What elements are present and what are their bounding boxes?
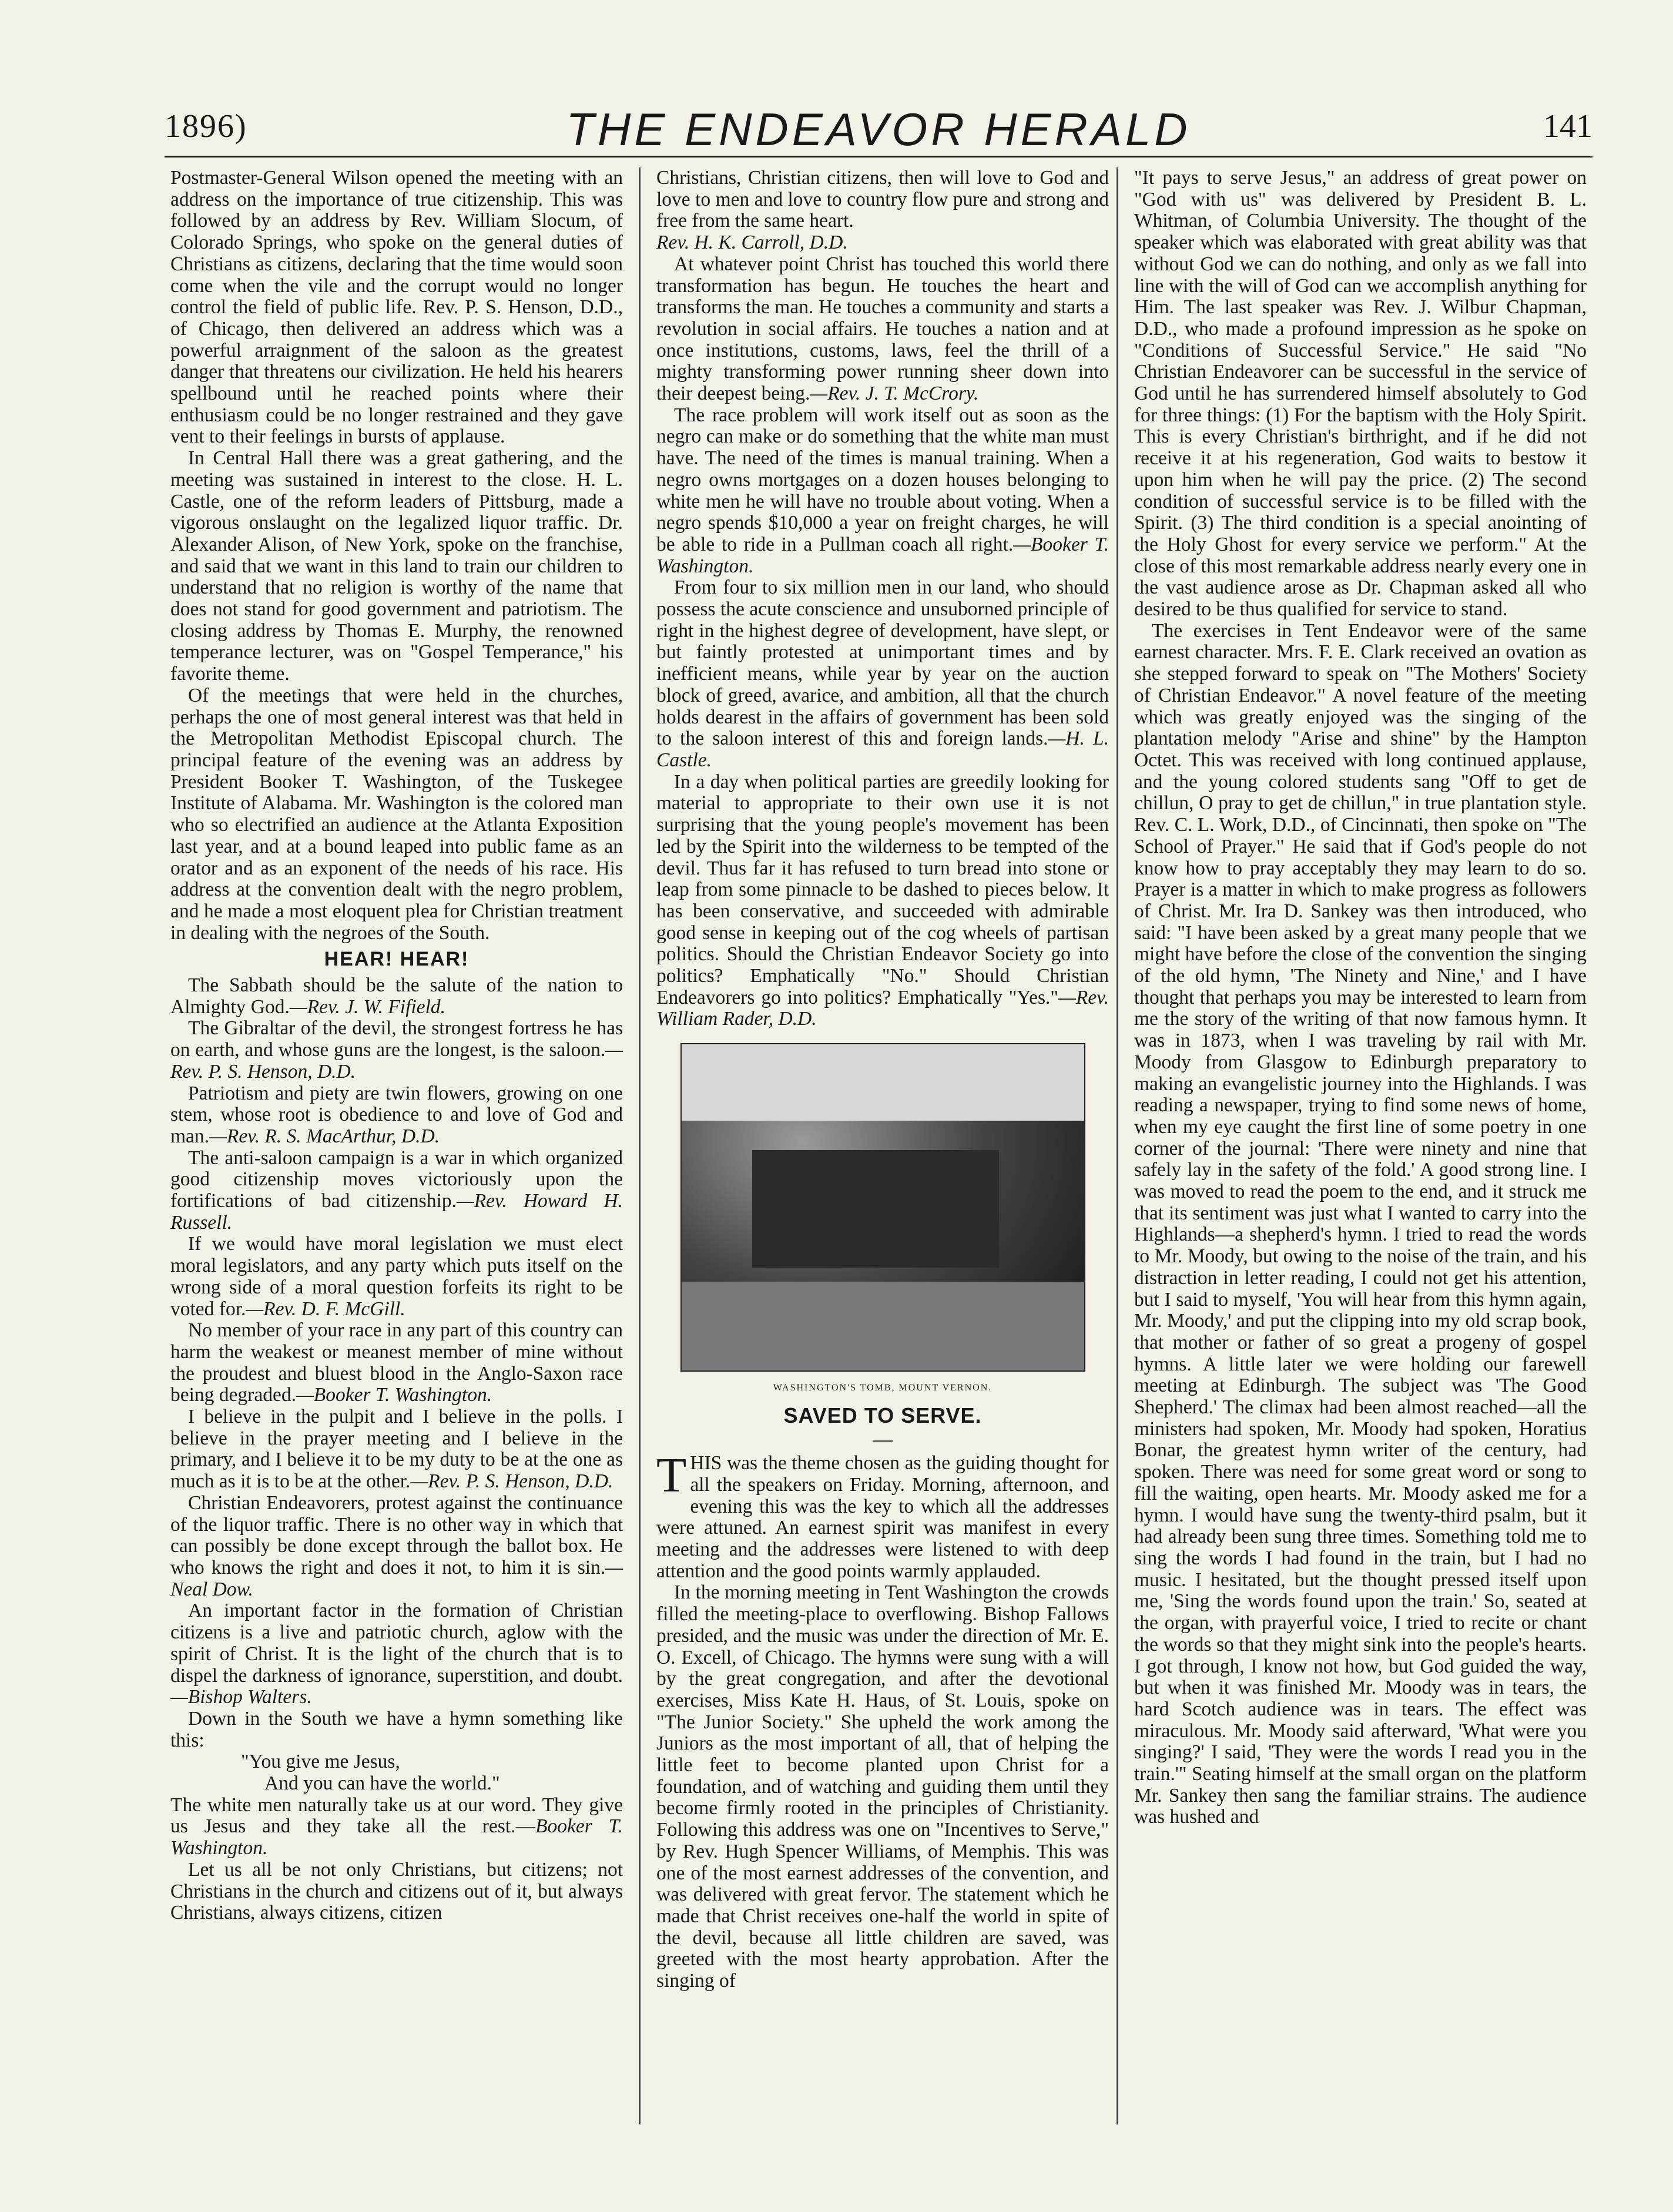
- quote-attribution: —Rev. Howard H. Russell.: [170, 1190, 623, 1234]
- quote: [656, 577, 1109, 771]
- quote: [656, 405, 1109, 578]
- tomb-photograph: [680, 1043, 1085, 1372]
- paragraph-text: HIS was the theme chosen as the guiding thought for all the speakers on Friday. Morning, afternoon, and evening this was the key to which all the addresses were attuned. An earnest spirit was manifest in every meeting and the addresses were listened to with deep attention and the good points warmly applauded.: [656, 1452, 1109, 1582]
- quote-text: The white men naturally take us at our word. They give us Jesus and they take all the rest.—: [170, 1794, 623, 1838]
- quote-attribution: —Booker T. Washington.: [296, 1384, 492, 1406]
- quote-attribution: —Neal Dow.: [170, 1557, 623, 1600]
- quote: [170, 975, 623, 1018]
- quote: [170, 1083, 623, 1148]
- column-rule: [1117, 167, 1118, 2124]
- quote-text: At whatever point Christ has touched this world there transformation has begun. He touches the heart and transforms the man. He touches a community and starts a revolution in social affairs. He touches a nation and at once institutions, customs, laws, feel the thrill of a mighty transforming power running sheer down into their deepest being.: [656, 253, 1109, 405]
- quote-attribution: —Rev. J. T. McCrory.: [810, 383, 979, 405]
- paragraph: In Central Hall there was a great gathering, and the meeting was sustained in interest to the close. H. L. Castle, one of the reform leaders of Pittsburg, made a vigorous onslaught on the legalized liquor traffic. Dr. Alexander Alison, of New York, spoke on the franchise, and said that we want in this land to train our children to understand that no religion is worthy of the name that does not stand for good government and patriotism. The closing address by Thomas E. Murphy, the renowned temperance lecturer, was on "Gospel Temperance," his favorite theme.: [170, 447, 623, 685]
- photo-tomb: [752, 1150, 999, 1268]
- quote: [170, 1320, 623, 1406]
- quote-text: An important factor in the formation of Christian citizens is a live and patriotic church, aglow with the spirit of Christ. It is the light of the church that is to dispel the darkness of ignorance, superstition, and doubt.: [170, 1600, 623, 1687]
- quote: [170, 1795, 623, 1859]
- quote: [656, 772, 1109, 1030]
- quote: [170, 1600, 623, 1708]
- photo-ground: [682, 1282, 1084, 1370]
- quote: [170, 1493, 623, 1601]
- quote-attribution: —Bishop Walters.: [170, 1686, 312, 1708]
- paragraph: "It pays to serve Jesus," an address of great power on "God with us" was delivered by President B. L. Whitman, of Columbia University. The thought of the speaker which was elaborated with great ability was that without God we can do nothing, and only as we fall into line with the will of God can we accomplish anything for Him. The last speaker was Rev. J. Wilbur Chapman, D.D., who made a profound impression as he spoke on "Conditions of Successful Service." He said "No Christian Endeavorer can be successful in the service of God until he has surrendered himself absolutely to God for three things: (1) For the baptism with the Holy Spirit. This is every Christian's birthright, and if he did not receive it at his regeneration, God waits to bestow it upon him when he will pay the price. (2) The second condition of successful service is to be filled with the Spirit. (3) The third condition is a special anointing of the Holy Ghost for every service we perform." At the close of this most remarkable address nearly every one in the vast audience arose as Dr. Chapman asked all who desired to be thus qualified for service to stand.: [1134, 167, 1587, 621]
- drop-cap: T: [656, 1448, 687, 1503]
- quote-attribution: Rev. H. K. Carroll, D.D.: [656, 232, 848, 254]
- quote: [170, 1406, 623, 1493]
- photo-caption: WASHINGTON'S TOMB, MOUNT VERNON.: [773, 1383, 993, 1393]
- quote-attribution: Booker T. Washington.: [170, 1815, 623, 1859]
- page-header: [165, 103, 1592, 157]
- quote-attribution: —Rev. D. F. McGill.: [246, 1298, 405, 1320]
- quote-text: From four to six million men in our land, who should possess the acute conscience and unsuborned principle of right in the highest degree of development, have slept, or but faintly protested at unimportant times and by inefficient means, while year by year on the auction block of greed, avarice, and ambition, all that the church holds dearest in the affairs of government has been sold to the saloon interest of this and foreign lands.: [656, 577, 1109, 750]
- quote-text: I believe in the pulpit and I believe in the polls. I believe in the prayer meeting and I believe in the primary, and I believe it to be my duty to be at the one as much as it is to be at the other.: [170, 1406, 623, 1493]
- column-1: [170, 167, 623, 1924]
- quote-text: In a day when political parties are greedily looking for material to appropriate to their own use it is not surprising that the young people's movement has been led by the Spirit into the wilderness to be tempted of the devil. Thus far it has refused to turn bread into stone or leap from some pinnacle to be dashed to pieces below. It has been conservative, and succeeded with admirable good sense in keeping out of the cog wheels of partisan politics. Should the Christian Endeavor Society go into politics? Emphatically "No." Should Christian Endeavorers go into politics? Emphatically "Yes.": [656, 770, 1109, 1008]
- quote-attribution: —Booker T. Washington.: [656, 533, 1109, 577]
- quote-attribution: —Rev. R. S. MacArthur, D.D.: [209, 1125, 440, 1147]
- paragraph: Postmaster-General Wilson opened the meeting with an address on the importance of true citizenship. This was followed by an address by Rev. William Slocum, of Colorado Springs, who spoke on the general duties of Christians as citizens, declaring that the time would soon come when the vile and the corrupt would no longer control the field of public life. Rev. P. S. Henson, D.D., of Chicago, then delivered an address which was a powerful arraignment of the saloon as the greatest danger that threatens our civilization. He held his hearers spellbound until he reached points where their enthusiasm could be no longer restrained and they gave vent to their feelings in bursts of applause.: [170, 167, 623, 448]
- quote-text: The Sabbath should be the salute of the nation to Almighty God.: [170, 974, 623, 1018]
- quote-attribution: —Rev. P. S. Henson, D.D.: [170, 1039, 623, 1082]
- column-2: [656, 167, 1109, 1992]
- quote-text: The race problem will work itself out as soon as the negro can make or do something that the white man must have. The need of the times is manual training. When a negro owns mortgages on a dozen houses belonging to white men he will have no trouble about voting. When a negro spends $10,000 a year on freight charges, he will be able to ride in a Pullman coach all right.: [656, 404, 1109, 555]
- paragraph: In the morning meeting in Tent Washington the crowds filled the meeting-place to overflowing. Bishop Fallows presided, and the music was under the direction of Mr. E. O. Excell, of Chicago. The hymns were sung with a will by the great congregation, and after the devotional exercises, Miss Kate H. Haus, of St. Louis, spoke on "The Junior Society." She upheld the work among the Juniors as the most important of all, that of helping the little feet to become planted upon Christ for a foundation, and of watching and guiding them until they become firmly rooted in the principles of Christianity. Following this address was one on "Incentives to Serve," by Rev. Hugh Spencer Williams, of Memphis. This was one of the most earnest addresses of the convention, and was delivered with great fervor. The statement which he made that Christ receives one-half the world in spite of the devil, because all little children are saved, was greeted with the most hearty approbation. After the singing of: [656, 1581, 1109, 1992]
- quote-text: If we would have moral legislation we must elect moral legislators, and any party which puts itself on the wrong side of a moral question forfeits its right to be voted for.: [170, 1233, 623, 1320]
- quote-text: No member of your race in any part of this country can harm the weakest or meanest member of mine without the proudest and bluest blood in the Anglo-Saxon race being degraded.: [170, 1319, 623, 1406]
- column-3: [1134, 167, 1587, 1828]
- paragraph: Let us all be not only Christians, but citizens; not Christians in the church and citizens out of it, but always Christians, always citizens, citizen: [170, 1858, 623, 1924]
- quote-text: Christian Endeavorers, protest against the continuance of the liquor traffic. There is no other way in which that can possibly be done except through the ballot box. He who knows the right and does it not, to him it is sin.: [170, 1492, 623, 1578]
- quote-attribution: —Rev. J. W. Fifield.: [289, 996, 446, 1018]
- quote-text: Patriotism and piety are twin flowers, growing on one stem, whose root is obedience to and love of God and man.: [170, 1082, 623, 1147]
- verse-line: And you can have the world.": [264, 1772, 500, 1795]
- quote-text: The Gibraltar of the devil, the strongest fortress he has on earth, and whose guns are the longest, is the saloon.: [170, 1017, 623, 1061]
- paragraph: [656, 1448, 1109, 1582]
- header-year: 1896): [165, 108, 247, 145]
- page-number: 141: [1543, 108, 1592, 145]
- section-heading: HEAR! HEAR!: [324, 948, 470, 971]
- paragraph: The exercises in Tent Endeavor were of the same earnest character. Mrs. F. E. Clark received an ovation as she stepped forward to speak on "The Mothers' Society of Christian Endeavor." A novel feature of the meeting which was greatly enjoyed was the singing of the plantation melody "Arise and shine" by the Hampton Octet. This was received with long continued applause, and the young colored students sang "Off to get de chillun, O pray to get de chillun," in true plantation style. Rev. C. L. Work, D.D., of Cincinnati, then spoke on "The School of Prayer." He said that if God's people do not know how to pray acceptably they may learn to do so. Prayer is a matter in which to make progress as followers of Christ. Mr. Ira D. Sankey was then introduced, who said: "I have been asked by a great many people that we might have before the close of the convention the singing of the old hymn, 'The Ninety and Nine,' and I have thought that perhaps you may be interested to learn from me the story of the writing of that now famous hymn. It was in 1873, when I was traveling by rail with Mr. Moody from Glasgow to Edinburgh preparatory to making an evangelistic journey into the Highlands. I was reading a newspaper, trying to find some news of home, when my eye caught the first line of some poetry in one corner of the journal: 'There were ninety and nine that safely lay in the safety of the fold.' A good strong line. I was moved to read the poem to the end, and it struck me that its sentiment was just what I wanted to carry into the Highlands—a shepherd's hymn. I tried to read the words to Mr. Moody, but owing to the noise of the train, and his distraction in letter reading, I could not get his attention, but I said to myself, 'You will hear from this hymn again, Mr. Moody,' and put the clipping into my old scrap book, that mother or father of so great a progeny of gospel hymns. A little later we were holding our farewell meeting at Edinburgh. The subject was 'The Good Shepherd.' The climax had been almost reached—all the ministers had spoken, Mr. Moody had spoken, Horatius Bonar, the greatest hymn writer of the century, had spoken. There was need for some great word or song to fill the waiting, open hearts. Mr. Moody asked me for a hymn. I would have sung the twenty-third psalm, but it had already been sung three times. Something told me to sing the words I had found in the train, but I had no music. I hesitated, but the thought pressed itself upon me, 'Sing the words found upon the train.' So, seated at the organ, with prayerful voice, I tried to recite or chant the words so that they might sink into the people's hearts. I got through, I know not how, but God guided the way, but when it was finished Mr. Moody was in tears, the hard Scotch audience was in tears. The effect was miraculous. Mr. Moody said afterward, 'What were you singing?' I said, 'They were the words I read you in the train.'" Seating himself at the small organ on the platform Mr. Sankey then sang the familiar strains. The audience was hushed and: [1134, 619, 1587, 1828]
- quote: [170, 1148, 623, 1234]
- quote-text: The anti-saloon campaign is a war in which organized good citizenship moves victoriously upon the fortifications of bad citizenship.: [170, 1147, 623, 1212]
- quote-attribution: —Rev. P. S. Henson, D.D.: [410, 1470, 613, 1493]
- verse-line: "You give me Jesus,: [241, 1751, 400, 1773]
- paragraph: Of the meetings that were held in the churches, perhaps the one of most general interest was that held in the Metropolitan Methodist Episcopal church. The principal feature of the evening was an address by President Booker T. Washington, of the Tuskegee Institute of Alabama. Mr. Washington is the colored man who so electrified an audience at the Atlanta Exposition last year, and at a bound leaped into public fame as an orator and as an exponent of the needs of his race. His address at the convention dealt with the negro problem, and he made a most eloquent plea for Christian treatment in dealing with the negroes of the South.: [170, 684, 623, 944]
- quote-attribution: —H. L. Castle.: [656, 728, 1109, 771]
- photo-sky: [682, 1044, 1084, 1121]
- quote: [170, 1018, 623, 1082]
- column-rule: [639, 167, 641, 2124]
- quote: [170, 1234, 623, 1320]
- section-heading: SAVED TO SERVE.: [783, 1403, 982, 1427]
- paragraph: Down in the South we have a hymn something like this:: [170, 1707, 623, 1751]
- quote: [656, 254, 1109, 405]
- paragraph: Christians, Christian citizens, then will love to God and love to men and love to country flow pure and strong and free from the same heart.: [656, 167, 1109, 232]
- quote-attribution: —Rev. William Rader, D.D.: [656, 986, 1109, 1030]
- masthead-title: THE ENDEAVOR HERALD: [566, 103, 1191, 155]
- heading-divider: —: [873, 1428, 893, 1450]
